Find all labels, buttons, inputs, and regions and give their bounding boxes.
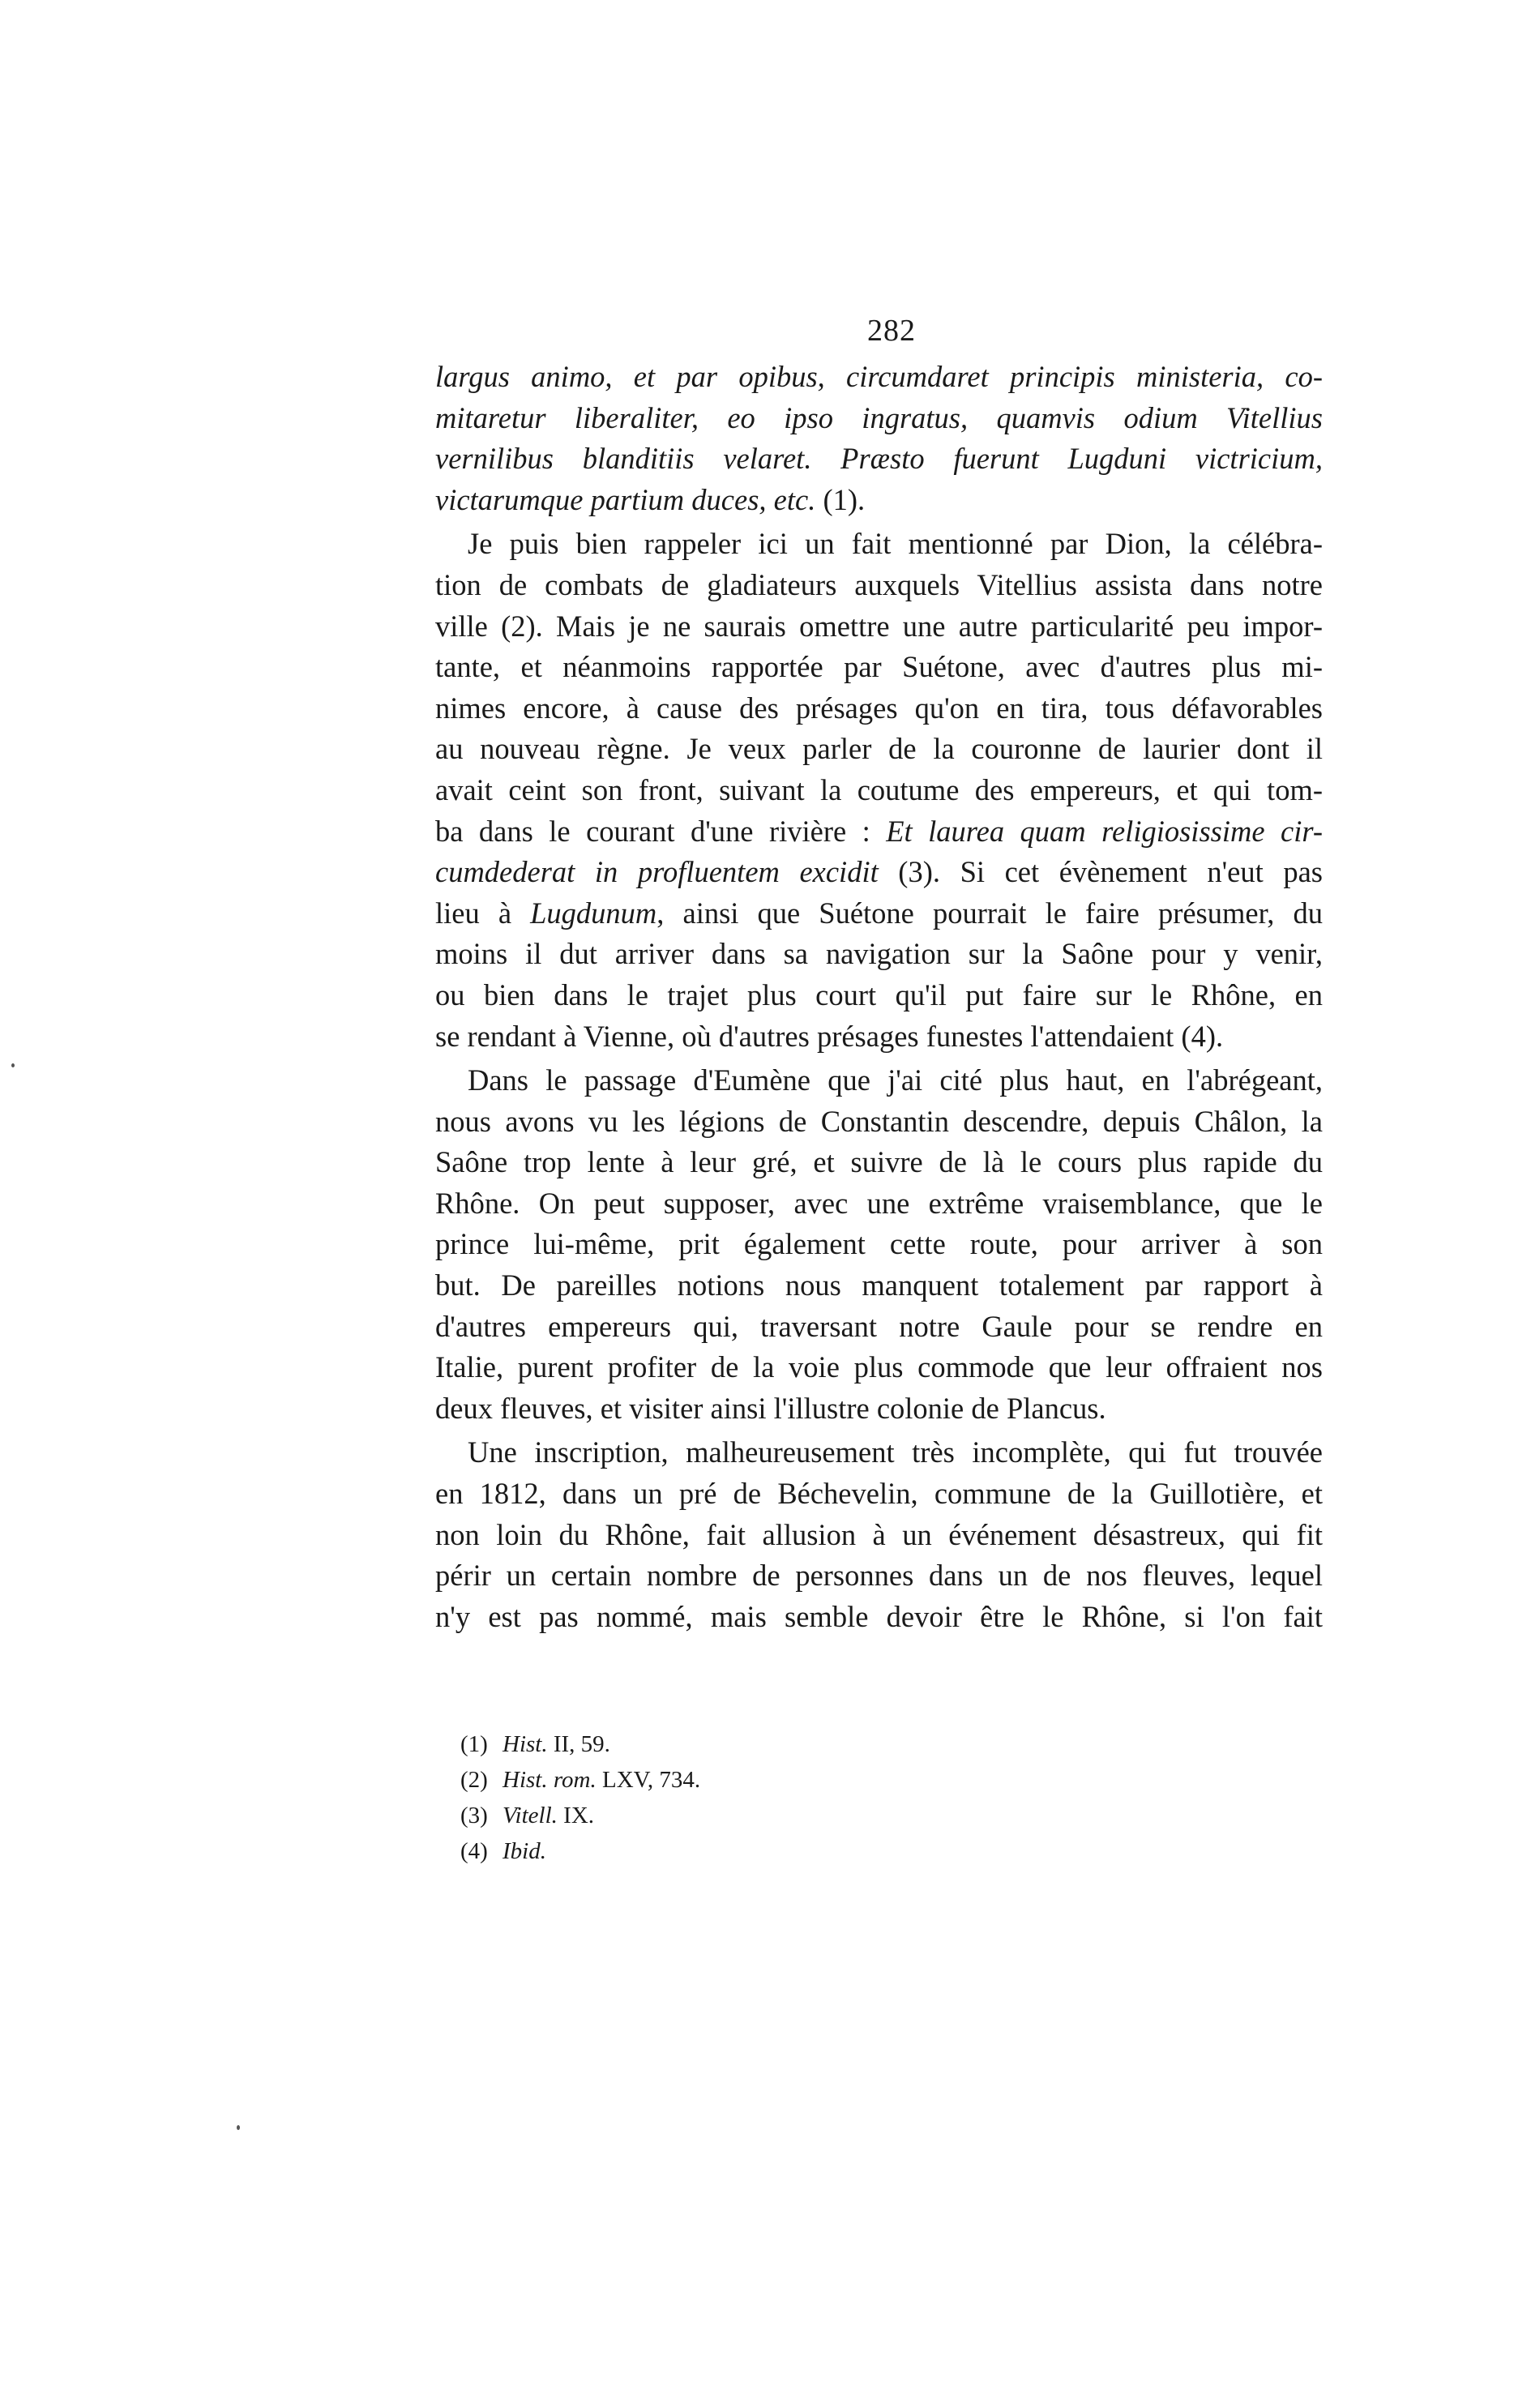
text-line	[435, 565, 1323, 606]
text-run: Dans le passage d'Eumène que j'ai cité plus haut, en l'abrégeant,	[468, 1063, 1323, 1097]
text-line	[435, 438, 1323, 480]
text-line	[435, 688, 1323, 729]
text-line	[435, 934, 1323, 975]
text-line	[435, 647, 1323, 688]
text-line	[435, 1473, 1323, 1515]
footnote	[460, 1762, 700, 1798]
text-line	[435, 1307, 1323, 1348]
text-run: tion de combats de gladiateurs auxquels Vitellius assista dans notre	[435, 567, 1323, 601]
text-run: Italie, purent profiter de la voie plus commode que leur offraient nos	[435, 1350, 1323, 1384]
text-line	[435, 606, 1323, 648]
footnote	[460, 1833, 700, 1869]
text-run: Je puis bien rappeler ici un fait mentionné par Dion, la célébra-	[468, 527, 1323, 561]
text-run: ba dans le courant d'une rivière :	[435, 814, 887, 848]
text-run: (1).	[815, 482, 866, 516]
text-run: (3). Si cet évènement n'eut pas	[878, 855, 1323, 889]
footnote-number: (4)	[460, 1838, 488, 1864]
text-line	[435, 357, 1323, 398]
text-line	[435, 1555, 1323, 1597]
text-run: Une inscription, malheureusement très incomplète, qui fut trouvée	[468, 1435, 1323, 1469]
text-run: Rhône. On peut supposer, avec une extrême vraisemblance, que le	[435, 1186, 1323, 1220]
text-run: tante, et néanmoins rapportée par Suétone, avec d'autres plus mi-	[435, 650, 1323, 684]
text-line	[435, 1515, 1323, 1556]
footnote-reference: IX.	[557, 1803, 595, 1828]
text-line	[435, 1183, 1323, 1225]
text-run: au nouveau règne. Je veux parler de la couronne de laurier dont il	[435, 732, 1323, 766]
italic-text: largus animo, et par opibus, circumdaret principis ministeria, co-	[435, 360, 1323, 393]
text-line	[435, 1060, 1323, 1101]
text-line	[435, 1142, 1323, 1183]
text-run: moins il dut arriver dans sa navigation sur la Saône pour y venir,	[435, 937, 1323, 971]
text-line	[435, 1432, 1323, 1473]
text-run: prince lui-même, prit également cette route, pour arriver à son	[435, 1227, 1323, 1261]
text-run: but. De pareilles notions nous manquent totalement par rapport à	[435, 1268, 1323, 1302]
paragraph	[435, 1060, 1323, 1429]
italic-text: cumdederat in profluentem excidit	[435, 855, 879, 889]
italic-text: victarumque partium duces, etc.	[435, 482, 816, 516]
text-run: n'y est pas nommé, mais semble devoir être le Rhône, si l'on fait	[435, 1599, 1323, 1633]
footnote-number: (2)	[460, 1767, 488, 1793]
text-run: lieu à	[435, 896, 531, 930]
footnote	[460, 1798, 700, 1833]
body-text	[435, 357, 1323, 1637]
text-run: non loin du Rhône, fait allusion à un événement désastreux, qui fit	[435, 1517, 1323, 1551]
text-line	[435, 480, 1323, 521]
text-line	[435, 1388, 1323, 1430]
text-line	[435, 975, 1323, 1016]
text-line	[435, 770, 1323, 811]
text-run: ou bien dans le trajet plus court qu'il put faire sur le Rhône, en	[435, 977, 1323, 1012]
footnote-source: Vitell.	[502, 1803, 558, 1828]
footnotes	[460, 1726, 700, 1869]
text-line	[435, 729, 1323, 770]
footnote-reference: II, 59.	[547, 1731, 610, 1757]
text-line	[435, 811, 1323, 853]
scan-speck	[237, 2125, 240, 2130]
text-run: , ainsi que Suétone pourrait le faire présumer, du	[656, 896, 1324, 930]
text-run: nimes encore, à cause des présages qu'on en tira, tous défavorables	[435, 691, 1323, 725]
italic-text: Lugdunum	[530, 896, 657, 930]
footnote-source: Hist.	[502, 1731, 548, 1757]
footnote	[460, 1726, 700, 1762]
text-line	[435, 1224, 1323, 1265]
text-run: périr un certain nombre de personnes dans un de nos fleuves, lequel	[435, 1559, 1323, 1593]
paragraph	[435, 357, 1323, 520]
page-number: 282	[867, 314, 916, 348]
text-line	[435, 1101, 1323, 1143]
text-line	[435, 852, 1323, 893]
text-run: avait ceint son front, suivant la coutume des empereurs, et qui tom-	[435, 772, 1323, 806]
text-run: ville (2). Mais je ne saurais omettre une autre particularité peu impor-	[435, 609, 1323, 643]
text-line	[435, 1597, 1323, 1638]
text-line	[435, 893, 1323, 935]
scan-speck	[11, 1063, 15, 1067]
text-run: en 1812, dans un pré de Béchevelin, commune de la Guillotière, et	[435, 1477, 1323, 1511]
italic-text: Et laurea quam religiosissime cir-	[886, 814, 1323, 848]
text-line	[435, 398, 1323, 439]
text-line	[435, 1347, 1323, 1388]
text-line	[435, 1016, 1323, 1058]
italic-text: vernilibus blanditiis velaret. Præsto fuerunt Lugduni victricium,	[435, 442, 1323, 476]
footnote-reference: LXV, 734.	[596, 1767, 701, 1793]
text-line	[435, 524, 1323, 565]
text-run: Saône trop lente à leur gré, et suivre de là le cours plus rapide du	[435, 1145, 1323, 1179]
text-run: d'autres empereurs qui, traversant notre Gaule pour se rendre en	[435, 1309, 1323, 1343]
footnote-number: (1)	[460, 1731, 488, 1757]
text-run: nous avons vu les légions de Constantin descendre, depuis Châlon, la	[435, 1104, 1323, 1138]
footnote-number: (3)	[460, 1803, 488, 1828]
text-line	[435, 1265, 1323, 1307]
footnote-source: Hist. rom.	[502, 1767, 597, 1793]
paragraph	[435, 1432, 1323, 1637]
italic-text: mitaretur liberaliter, eo ipso ingratus, quamvis odium Vitellius	[435, 400, 1323, 434]
text-run: se rendant à Vienne, où d'autres présages funestes l'attendaient (4).	[435, 1019, 1224, 1053]
paragraph	[435, 524, 1323, 1057]
text-run: deux fleuves, et visiter ainsi l'illustre colonie de Plancus.	[435, 1391, 1106, 1425]
footnote-source: Ibid.	[502, 1838, 546, 1864]
